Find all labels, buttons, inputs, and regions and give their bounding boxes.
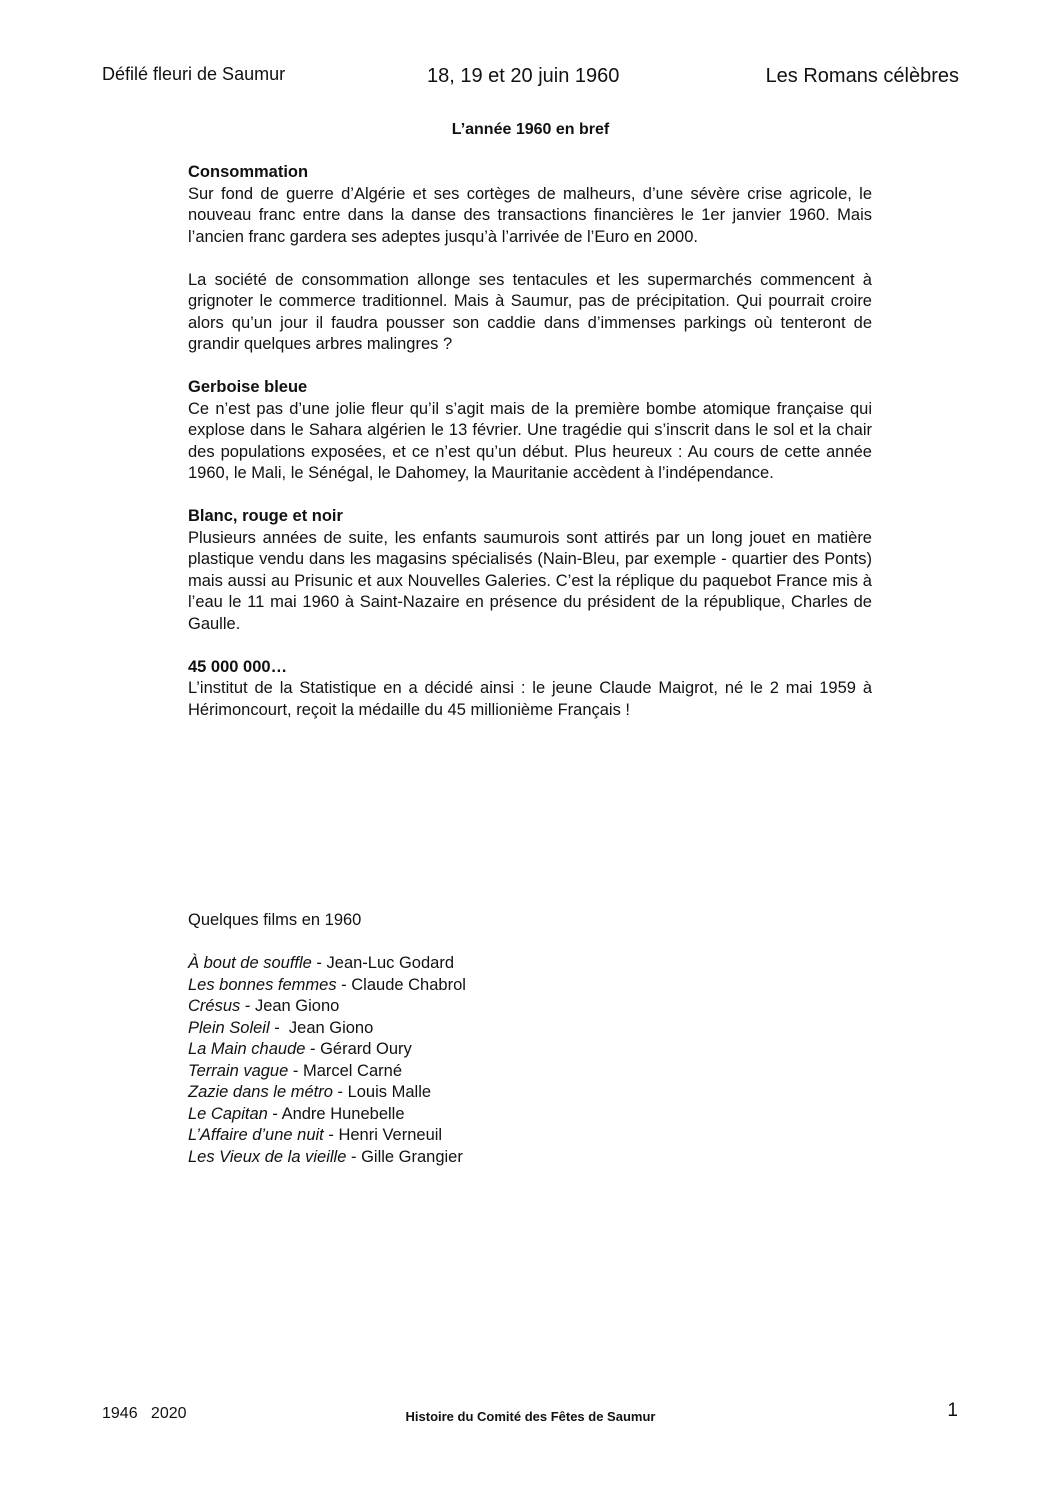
film-separator: - (311, 954, 327, 972)
film-title: Plein Soleil (188, 1018, 270, 1037)
film-item (188, 1104, 872, 1126)
header-right: Les Romans célèbres (765, 65, 959, 87)
film-title: Les bonnes femmes (188, 975, 337, 994)
section-45-millions (188, 657, 872, 722)
film-separator: - (269, 1018, 289, 1037)
section-paragraph: Ce n’est pas d’une jolie fleur qu’il s’agit mais de la première bombe atomique française qui explose dans le Sahara algérien le 13 février. Une tragédie qui s’inscrit dans le sol et la chair des populations exposées, et ce n’est qu’un début. Plus heureux : Au cours de cette année 1960, le Mali, le Sénégal, le Dahomey, la Mauritanie accèdent à l’indépendance. (188, 399, 872, 482)
film-director: Jean Giono (288, 1018, 374, 1037)
header-center: 18, 19 et 20 juin 1960 (427, 65, 620, 87)
section-heading: Blanc, rouge et noir (188, 507, 343, 525)
section-paragraph: La société de consommation allonge ses tentacules et les supermarchés commencent à grignoter le commerce traditionnel. Mais à Saumur, pas de précipitation. Qui pourrait croire alors qu’un jour il faudra pousser son caddie dans d’immenses parkings où tenteront de grandir quelques arbres malingres ? (188, 270, 872, 353)
film-title: La Main chaude (188, 1040, 306, 1058)
footer-years: 1946 2020 (102, 1405, 187, 1422)
film-item (188, 975, 872, 997)
film-title: Crésus (188, 997, 241, 1015)
film-director: Gille Grangier (361, 1147, 463, 1166)
page-number: 1 (947, 1400, 958, 1421)
section-gerboise-bleue (188, 377, 872, 485)
film-director: Henri Verneuil (338, 1126, 443, 1144)
film-separator: - (240, 997, 255, 1015)
film-title: Le Capitan (188, 1104, 268, 1123)
film-title: Zazie dans le métro (188, 1083, 333, 1101)
page-title: L’année 1960 en bref (451, 121, 610, 138)
film-separator: - (267, 1104, 282, 1123)
film-title: À bout de souffle (188, 954, 312, 972)
film-director: Jean-Luc Godard (326, 954, 455, 972)
section-heading: 45 000 000… (188, 657, 288, 676)
film-director: Marcel Carné (302, 1061, 403, 1080)
section-heading: Consommation (188, 163, 309, 181)
films-list-block (188, 910, 872, 1168)
film-item (188, 996, 872, 1018)
film-separator: - (305, 1040, 321, 1058)
section-paragraph: L’institut de la Statistique en a décidé ainsi : le jeune Claude Maigrot, né le 2 mai 1959 à Hérimoncourt, reçoit la médaille du 45 millionième Français ! (188, 679, 872, 719)
section-paragraph: Plusieurs années de suite, les enfants saumurois sont attirés par un long jouet en matière plastique vendu dans les magasins spécialisés (Nain-Bleu, par exemple - quartier des Ponts) mais aussi au Prisunic et aux Nouvelles Galeries. C’est la réplique du paquebot France mis à l’eau le 11 mai 1960 à Saint-Nazaire en présence du président de la république, Charles de Gaulle. (188, 528, 872, 633)
film-director: Andre Hunebelle (281, 1104, 405, 1123)
film-separator: - (323, 1126, 339, 1144)
films-list (188, 953, 872, 1168)
film-director: Jean Giono (254, 997, 340, 1015)
film-item (188, 1018, 872, 1040)
film-separator: - (288, 1061, 303, 1080)
section-paragraph: Sur fond de guerre d’Algérie et ses cortèges de malheurs, d’une sévère crise agricole, le nouveau franc entre dans la danse des transactions financières le 1er janvier 1960. Mais l’ancien franc gardera ses adeptes jusqu’à l’arrivée de l’Euro en 2000. (188, 184, 872, 246)
film-separator: - (336, 975, 352, 994)
section-blanc-rouge-noir (188, 506, 872, 635)
article-body (188, 162, 872, 743)
film-item (188, 1039, 872, 1061)
films-list-title: Quelques films en 1960 (188, 911, 362, 929)
section-heading: Gerboise bleue (188, 378, 308, 396)
film-item (188, 953, 872, 975)
section-consommation (188, 162, 872, 356)
film-separator: - (332, 1083, 348, 1101)
header-left: Défilé fleuri de Saumur (102, 64, 286, 84)
film-title: Les Vieux de la vieille (188, 1147, 347, 1166)
film-item (188, 1082, 872, 1104)
film-director: Claude Chabrol (351, 975, 466, 994)
film-director: Louis Malle (347, 1083, 432, 1101)
film-director: Gérard Oury (320, 1040, 412, 1058)
film-item (188, 1061, 872, 1083)
film-item (188, 1125, 872, 1147)
film-title: L’Affaire d’une nuit (188, 1126, 324, 1144)
footer-title: Histoire du Comité des Fêtes de Saumur (405, 1409, 656, 1424)
film-title: Terrain vague (188, 1061, 289, 1080)
film-separator: - (346, 1147, 362, 1166)
film-item (188, 1147, 872, 1169)
